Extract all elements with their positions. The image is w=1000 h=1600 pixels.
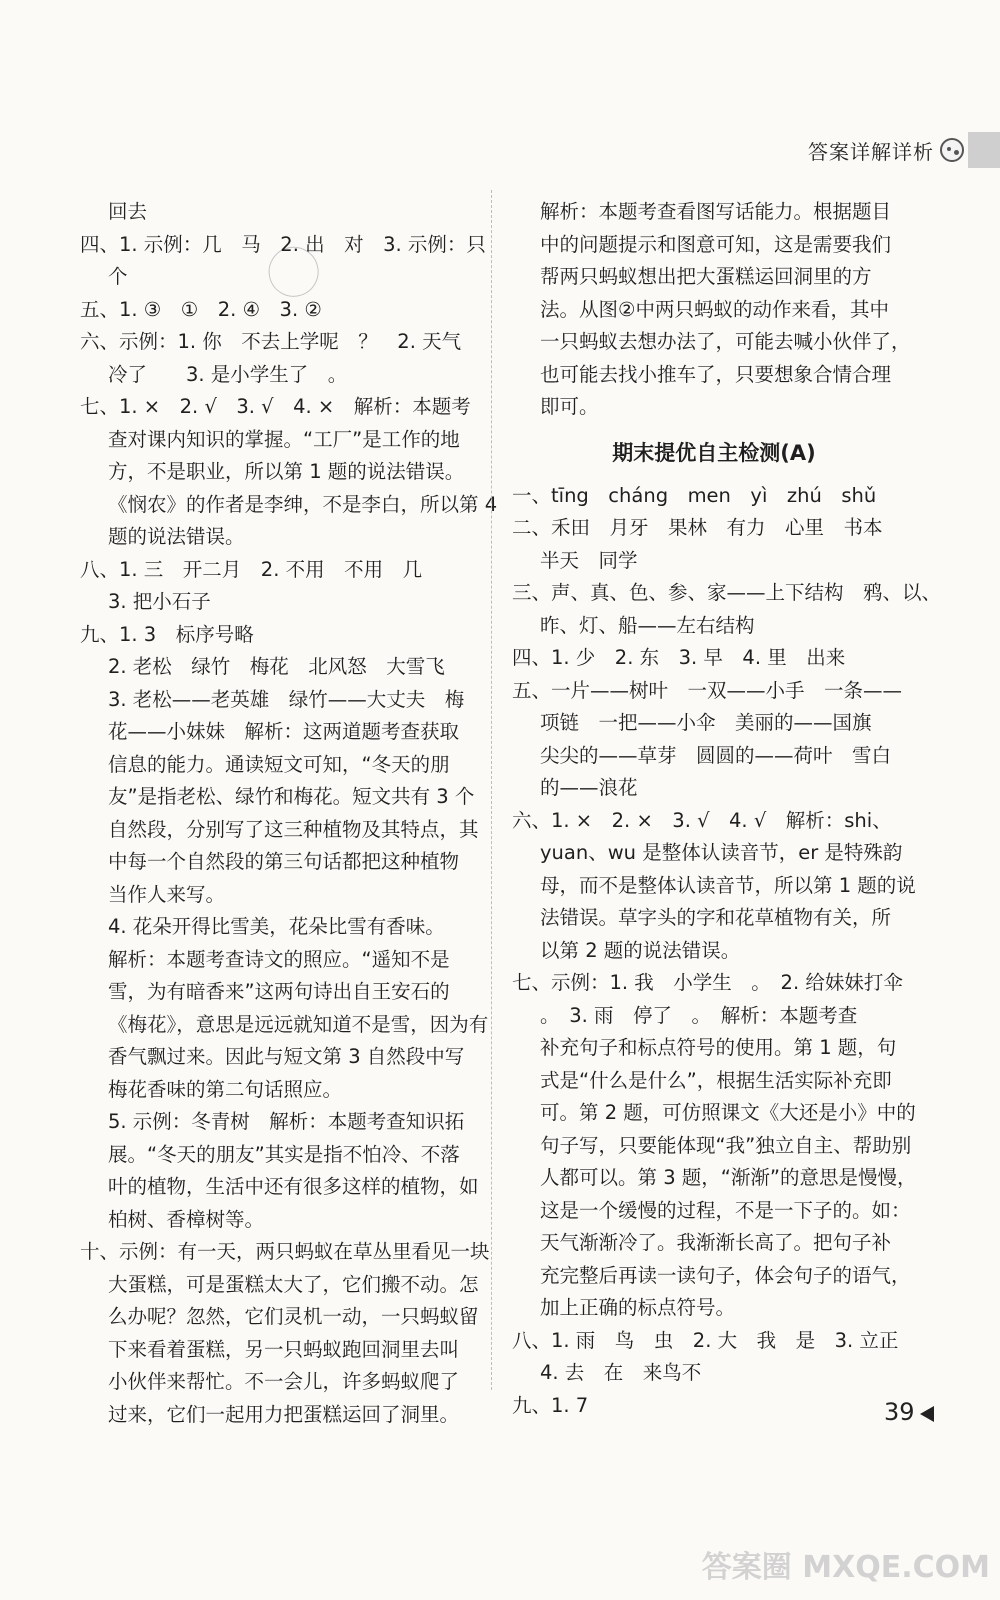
answer-line: 以第 2 题的说法错误。 [540,938,741,962]
left-column [80,196,498,1431]
answer-line: 解析：本题考查诗文的照应。“遥知不是 [108,947,450,971]
right-top-block [512,196,916,424]
answer-line: 帮两只蚂蚁想出把大蛋糕运回洞里的方 [540,265,872,288]
answer-line: 十、示例：有一天，两只蚂蚁在草丛里看见一块 [80,1240,490,1263]
answer-line: 3. 把小石子 [108,590,211,613]
answer-line: 《悯农》的作者是李绅，不是李白，所以第 4 [108,492,498,516]
answer-line: 六、1. × 2. × 3. √ 4. √ 解析：shi、 [512,808,892,832]
answer-line: 九、1. 7 [512,1393,589,1417]
answer-line: 2. 老松 绿竹 梅花 北风怒 大雪飞 [108,655,445,678]
answer-line: 的——浪花 [540,776,638,799]
right-bottom-block [512,480,942,1423]
answer-line: 。 3. 雨 停了 。 解析：本题考查 [540,1003,858,1027]
answer-line: 解析：本题考查看图写话能力。根据题目 [540,200,892,223]
answer-line: 半天 同学 [540,548,638,572]
answer-line: 过来，它们一起用力把蛋糕运回了洞里。 [108,1402,460,1426]
answer-line: 七、1. × 2. √ 3. √ 4. × 解析：本题考 [80,395,471,418]
answer-line: 五、一片——树叶 一双——小手 一条—— [512,678,903,702]
answer-line: 母，而不是整体认读音节，所以第 1 题的说 [540,873,916,897]
answer-line: 香气飘过来。因此与短文第 3 自然段中写 [108,1045,465,1068]
answer-line: 中的问题提示和图意可知，这是需要我们 [540,232,892,256]
answer-line: 昨、灯、船——左右结构 [540,613,755,637]
answer-line: 当作人来写。 [108,882,226,906]
answer-line: 九、1. 3 标序号略 [80,622,254,646]
answer-line: 二、禾田 月牙 果林 有力 心里 书本 [512,516,883,539]
answer-line: 5. 示例：冬青树 解析：本题考查知识拓 [108,1110,465,1133]
answer-line: 句子写，只要能体现“我”独立自主、帮助别 [540,1133,912,1157]
answer-line: 花——小妹妹 解析：这两道题考查获取 [108,720,460,743]
answer-line: 3. 老松——老英雄 绿竹——大丈夫 梅 [108,687,465,711]
site-watermark: 答案圈 MXQE.COM [701,1550,990,1585]
answer-line: 法错误。草字头的字和花草植物有关，所 [540,906,892,929]
answer-line: 八、1. 雨 鸟 虫 2. 大 我 是 3. 立正 [512,1328,899,1352]
answer-line: 也可能去找小推车了，只要想象合情合理 [540,362,892,386]
answer-line: 个 [108,265,128,288]
answer-line: 梅花香味的第二句话照应。 [108,1077,343,1101]
answer-line: 大蛋糕，可是蛋糕太大了，它们搬不动。怎 [108,1272,479,1296]
answer-line: 加上正确的标点符号。 [540,1296,736,1319]
answer-line: 八、1. 三 开二月 2. 不用 不用 几 [80,557,423,581]
section-title: 期末提优自主检测(A) [612,440,816,465]
answer-line: 方，不是职业，所以第 1 题的说法错误。 [108,460,465,483]
running-header [808,132,1000,168]
answer-line: 柏树、香樟树等。 [108,1207,265,1231]
answer-line: 法。从图②中两只蚂蚁的动作来看，其中 [540,297,889,321]
answer-line: 人都可以。第 3 题，“渐渐”的意思是慢慢， [540,1166,917,1189]
answer-line: 补充句子和标点符号的使用。第 1 题，句 [540,1036,897,1059]
answer-line: 六、示例：1. 你 不去上学呢 ？ 2. 天气 [80,330,462,353]
answer-line: 展。“冬天的朋友”其实是指不怕冷、不落 [108,1142,460,1166]
smiley-icon [940,138,964,162]
right-column [512,196,942,1422]
answer-line: 回去 [108,200,148,223]
answer-line: 雪，为有暗香来”这两句诗出自王安石的 [108,980,450,1003]
answer-line: 尖尖的——草芽 圆圆的——荷叶 雪白 [540,743,892,767]
answer-line: 叶的植物，生活中还有很多这样的植物，如 [108,1175,479,1198]
answer-line: 小伙伴来帮忙。不一会儿，许多蚂蚁爬了 [108,1370,460,1393]
header-title: 答案详解详析 [808,139,934,164]
answer-line: 4. 去 在 来鸟不 [540,1361,702,1384]
answer-line: 自然段，分别写了这三种植物及其特点，其 [108,817,479,841]
answer-line: 查对课内知识的掌握。“工厂”是工作的地 [108,427,460,451]
answer-line: 可。第 2 题，可仿照课文《大还是小》中的 [540,1101,916,1124]
answer-line: 式是“什么是什么”，根据生活实际补充即 [540,1068,892,1092]
answer-line: 中每一个自然段的第三句话都把这种植物 [108,850,460,873]
answer-line: 冷了 3. 是小学生了 。 [108,362,348,386]
answer-line: 项链 一把——小伞 美丽的——国旗 [540,711,872,734]
answer-line: 充完整后再读一读句子，体会句子的语气， [540,1263,911,1287]
answer-line: 即可。 [540,395,599,418]
answer-line: 《梅花》，意思是远远就知道不是雪，因为有 [108,1012,489,1036]
answer-line: 友”是指老松、绿竹和梅花。短文共有 3 个 [108,785,475,808]
answer-line: 一只蚂蚁去想办法了，可能去喊小伙伴了， [540,330,911,353]
answer-line: 这是一个缓慢的过程，不是一下子的。如： [540,1198,911,1222]
answer-line: 四、1. 少 2. 东 3. 早 4. 里 出来 [512,646,846,669]
answer-line: 三、声、真、色、参、家——上下结构 鸦、以、 [512,581,942,604]
header-tab-bar [968,132,1000,168]
answer-line: 4. 花朵开得比雪美，花朵比雪有香味。 [108,915,445,938]
answer-line: 五、1. ③ ① 2. ④ 3. ② [80,297,322,321]
answer-line: 天气渐渐冷了。我渐渐长高了。把句子补 [540,1231,892,1254]
answer-line: 四、1. 示例：几 马 2. 出 对 3. 示例：只 [80,232,486,256]
page-number: 39 [884,1398,915,1426]
answer-line: 信息的能力。通读短文可知，“冬天的朋 [108,752,450,776]
page-arrow-icon [920,1406,934,1422]
column-divider [491,190,492,1390]
answer-line: 一、tīng cháng men yì zhú shǔ [512,483,877,507]
answer-line: 下来看着蛋糕，另一只蚂蚁跑回洞里去叫 [108,1337,460,1361]
answer-line: yuan、wu 是整体认读音节，er 是特殊韵 [540,841,903,864]
answer-line: 题的说法错误。 [108,525,245,548]
answer-line: 么办呢？忽然，它们灵机一动，一只蚂蚁留 [108,1305,479,1328]
answer-line: 七、示例：1. 我 小学生 。 2. 给妹妹打伞 [512,971,903,994]
